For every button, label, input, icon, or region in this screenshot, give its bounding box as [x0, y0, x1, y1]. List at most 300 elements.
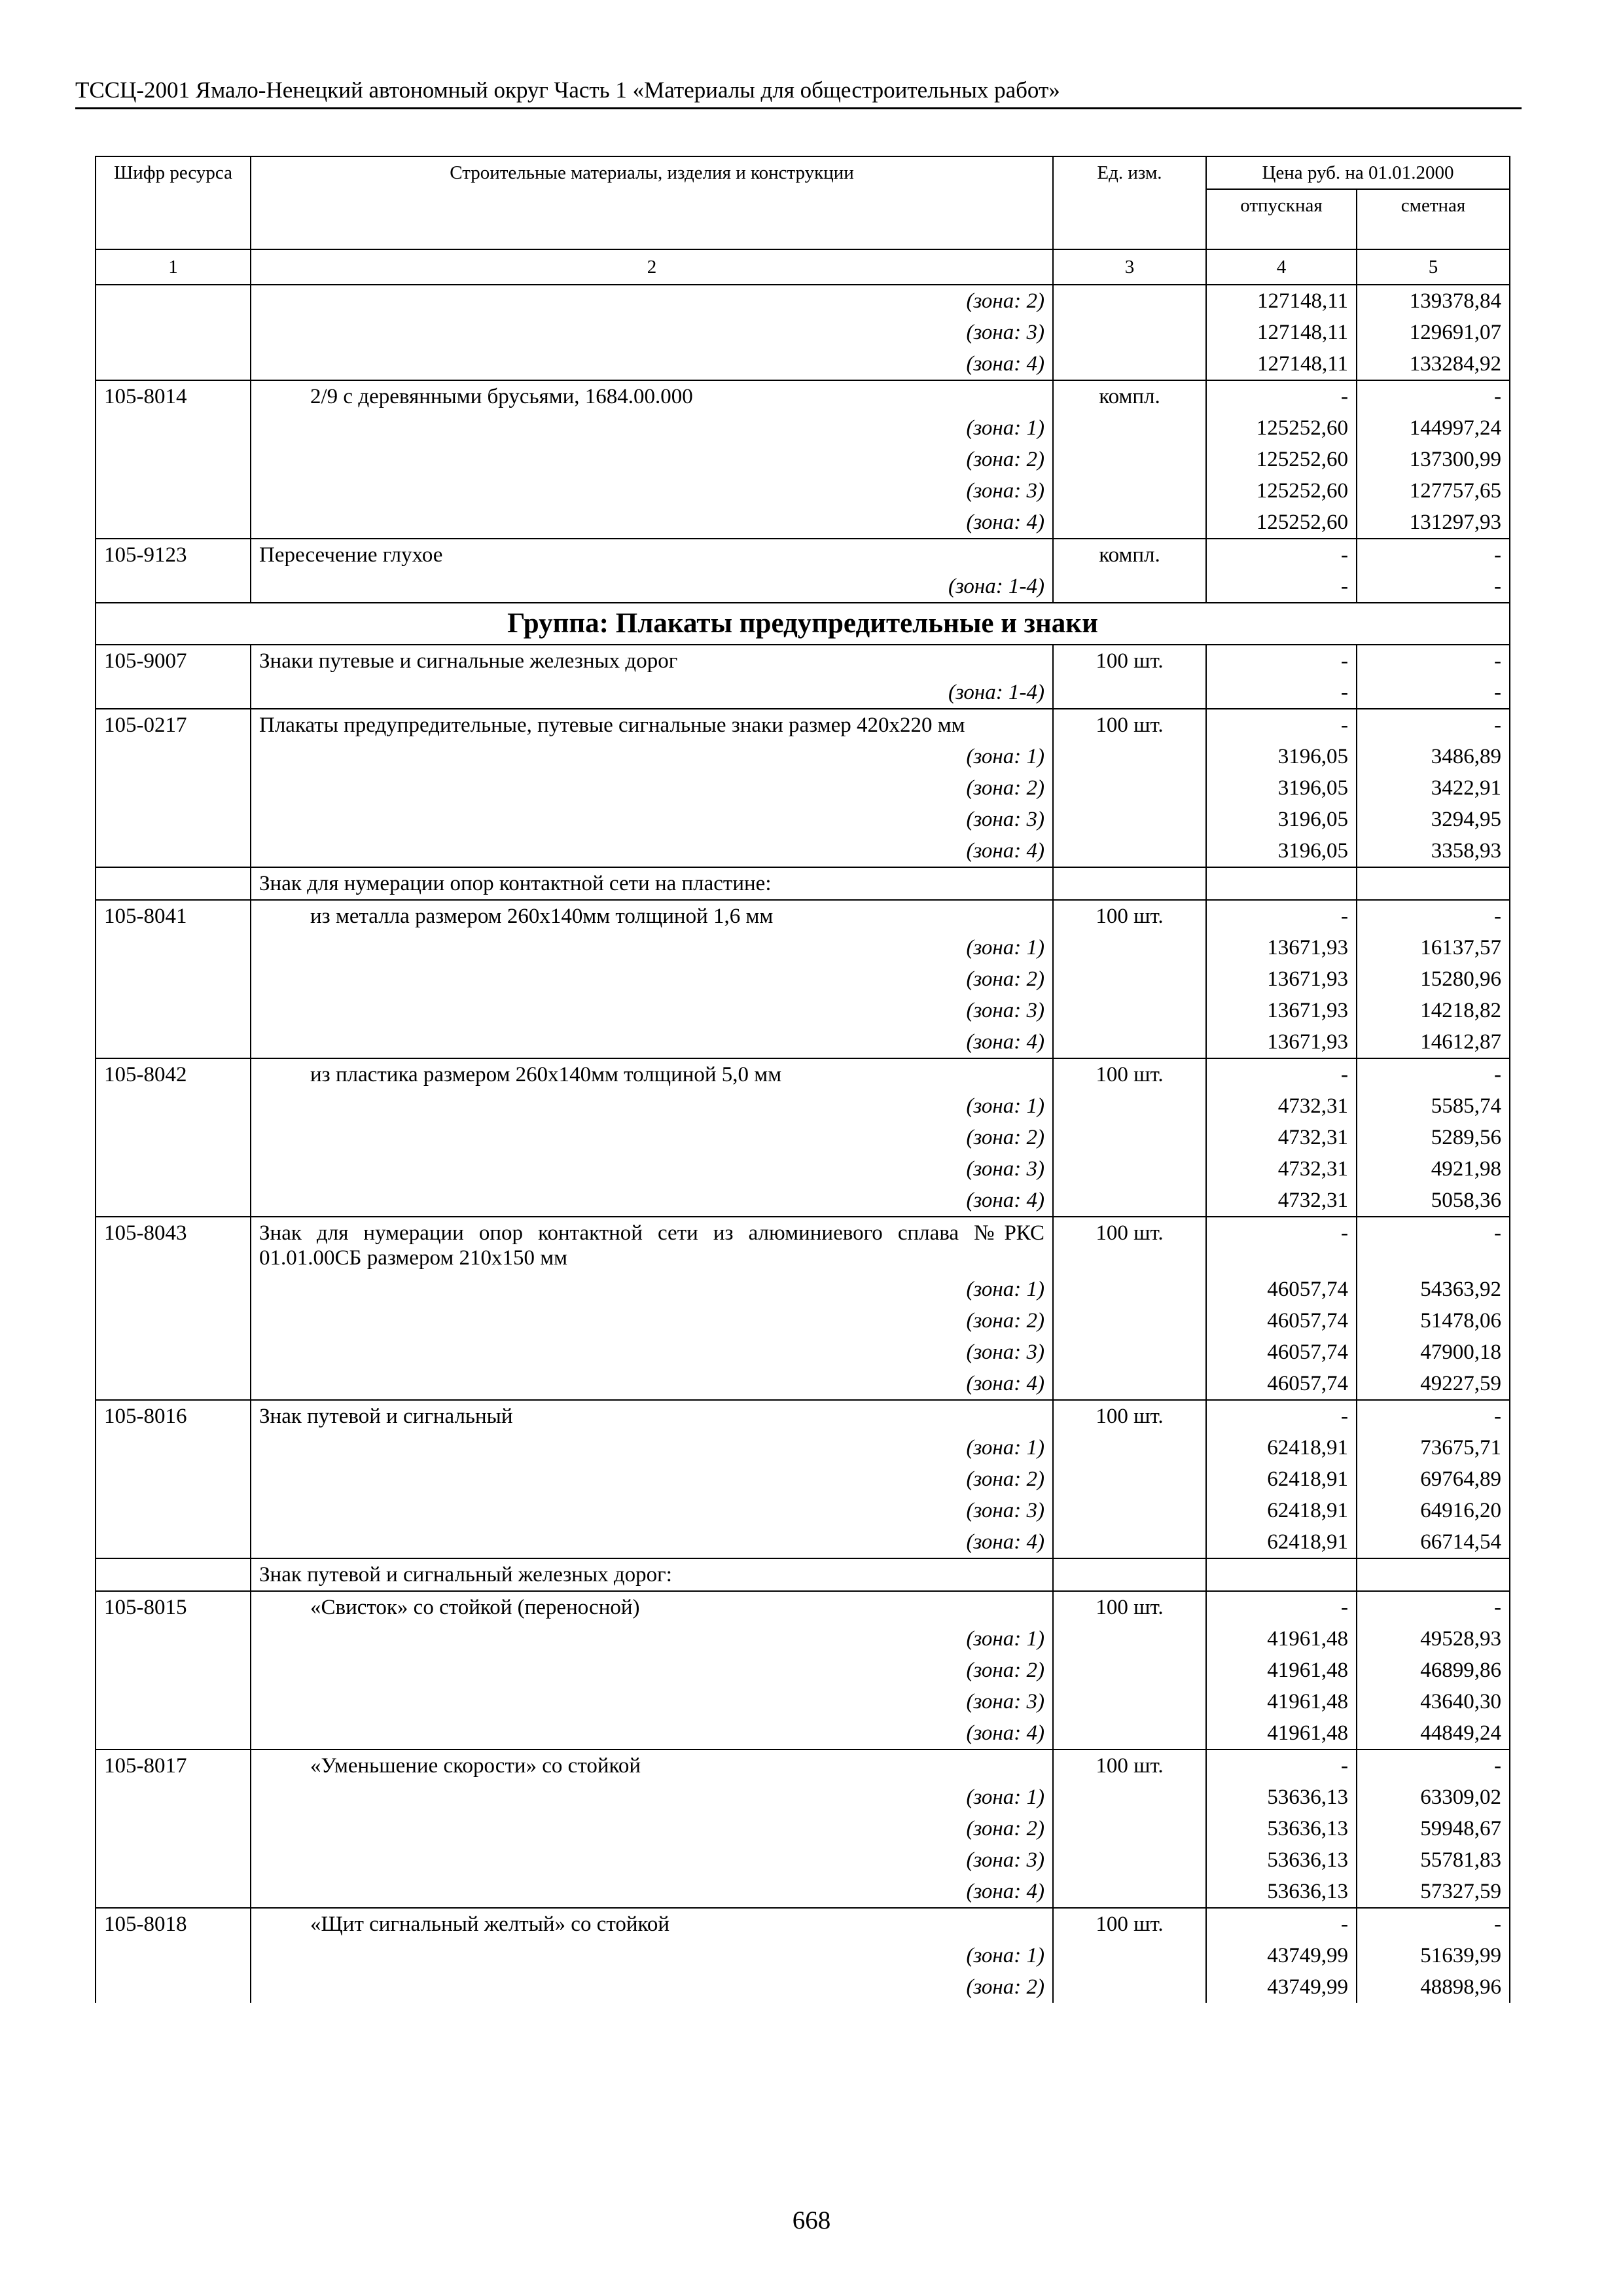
estimate-price: 15280,96: [1357, 963, 1510, 995]
unit-cell: [1053, 1558, 1206, 1591]
release-price: 3196,05: [1206, 741, 1357, 772]
zone-row: [96, 1185, 1510, 1217]
release-price: 13671,93: [1206, 932, 1357, 963]
release-price: 4732,31: [1206, 1122, 1357, 1153]
unit-cell: [1053, 571, 1206, 603]
zone-label: (зона: 1): [251, 1274, 1053, 1305]
zone-row: [96, 1686, 1510, 1717]
material-name: Плакаты предупредительные, путевые сигнальные знаки размер 420х220 мм: [251, 709, 1053, 741]
estimate-price: [1357, 1558, 1510, 1591]
release-price: -: [1206, 1217, 1357, 1274]
zone-row: [96, 1026, 1510, 1058]
estimate-price: 5585,74: [1357, 1090, 1510, 1122]
resource-code: 105-9123: [96, 539, 251, 571]
zone-row: [96, 571, 1510, 603]
unit-cell: 100 шт.: [1053, 709, 1206, 741]
zone-row: [96, 348, 1510, 380]
resource-code: [96, 1368, 251, 1400]
resource-code: [96, 772, 251, 804]
estimate-price: -: [1357, 571, 1510, 603]
release-price: 62418,91: [1206, 1432, 1357, 1463]
resource-code: [96, 1940, 251, 1971]
zone-label: (зона: 3): [251, 1686, 1053, 1717]
unit-cell: 100 шт.: [1053, 1591, 1206, 1623]
zone-row: [96, 1090, 1510, 1122]
item-row: [96, 645, 1510, 677]
unit-cell: [1053, 995, 1206, 1026]
zone-row: [96, 1153, 1510, 1185]
subhead-row: [96, 867, 1510, 900]
col-price-group-header: Цена руб. на 01.01.2000: [1206, 156, 1510, 189]
estimate-price: -: [1357, 1591, 1510, 1623]
estimate-price: 43640,30: [1357, 1686, 1510, 1717]
zone-row: [96, 677, 1510, 709]
col-number: 4: [1206, 249, 1357, 285]
unit-cell: [1053, 804, 1206, 835]
zone-row: [96, 412, 1510, 444]
resource-code: [96, 932, 251, 963]
release-price: -: [1206, 380, 1357, 412]
zone-row: [96, 932, 1510, 963]
estimate-price: 3486,89: [1357, 741, 1510, 772]
release-price: -: [1206, 1591, 1357, 1623]
estimate-price: 14612,87: [1357, 1026, 1510, 1058]
release-price: 4732,31: [1206, 1090, 1357, 1122]
subhead-label: Знак путевой и сигнальный железных дорог:: [251, 1558, 1053, 1591]
release-price: 41961,48: [1206, 1623, 1357, 1655]
zone-label: (зона: 1): [251, 741, 1053, 772]
zone-label: (зона: 4): [251, 1526, 1053, 1558]
zone-label: (зона: 3): [251, 317, 1053, 348]
col-code-header: Шифр ресурса: [96, 156, 251, 249]
unit-cell: [1053, 1122, 1206, 1153]
release-price: -: [1206, 1908, 1357, 1940]
estimate-price: 133284,92: [1357, 348, 1510, 380]
estimate-price: 54363,92: [1357, 1274, 1510, 1305]
resource-code: [96, 1876, 251, 1908]
estimate-price: 44849,24: [1357, 1717, 1510, 1749]
material-name: из пластика размером 260х140мм толщиной 5,0 мм: [251, 1058, 1053, 1090]
unit-cell: [1053, 1940, 1206, 1971]
unit-cell: [1053, 1305, 1206, 1336]
release-price: 62418,91: [1206, 1463, 1357, 1495]
resource-code: [96, 995, 251, 1026]
zone-label: (зона: 4): [251, 835, 1053, 867]
zone-label: (зона: 2): [251, 1655, 1053, 1686]
resource-code: [96, 1717, 251, 1749]
unit-cell: [1053, 1971, 1206, 2003]
resource-code: [96, 317, 251, 348]
unit-cell: [1053, 348, 1206, 380]
zone-row: [96, 1717, 1510, 1749]
estimate-price: 55781,83: [1357, 1844, 1510, 1876]
unit-cell: 100 шт.: [1053, 1400, 1206, 1432]
zone-label: (зона: 1-4): [251, 677, 1053, 709]
zone-row: [96, 1876, 1510, 1908]
resource-code: 105-8017: [96, 1749, 251, 1782]
unit-cell: [1053, 1686, 1206, 1717]
zone-row: [96, 285, 1510, 317]
item-row: [96, 1400, 1510, 1432]
zone-row: [96, 317, 1510, 348]
material-name: «Свисток» со стойкой (переносной): [251, 1591, 1053, 1623]
unit-cell: [1053, 741, 1206, 772]
resource-code: 105-8014: [96, 380, 251, 412]
zone-row: [96, 1463, 1510, 1495]
subhead-row: [96, 1558, 1510, 1591]
release-price: 13671,93: [1206, 1026, 1357, 1058]
unit-cell: [1053, 1876, 1206, 1908]
zone-row: [96, 963, 1510, 995]
zone-label: (зона: 3): [251, 1844, 1053, 1876]
item-row: [96, 1217, 1510, 1274]
estimate-price: 46899,86: [1357, 1655, 1510, 1686]
estimate-price: 5289,56: [1357, 1122, 1510, 1153]
resource-code: [96, 1185, 251, 1217]
table-header: [96, 156, 1510, 285]
estimate-price: 3422,91: [1357, 772, 1510, 804]
item-row: [96, 380, 1510, 412]
release-price: 62418,91: [1206, 1495, 1357, 1526]
estimate-price: 69764,89: [1357, 1463, 1510, 1495]
unit-cell: [1053, 1782, 1206, 1813]
resource-code: [96, 1558, 251, 1591]
release-price: -: [1206, 709, 1357, 741]
zone-label: (зона: 3): [251, 804, 1053, 835]
resource-code: [96, 285, 251, 317]
unit-cell: [1053, 1844, 1206, 1876]
unit-cell: [1053, 317, 1206, 348]
release-price: 13671,93: [1206, 963, 1357, 995]
page-header: ТССЦ-2001 Ямало-Ненецкий автономный округ Часть 1 «Материалы для общестроительных работ»: [75, 73, 1522, 109]
unit-cell: [1053, 285, 1206, 317]
unit-cell: [1053, 932, 1206, 963]
resource-code: [96, 1274, 251, 1305]
resource-code: [96, 804, 251, 835]
release-price: -: [1206, 1058, 1357, 1090]
material-name: Знак путевой и сигнальный: [251, 1400, 1053, 1432]
release-price: 41961,48: [1206, 1717, 1357, 1749]
zone-label: (зона: 4): [251, 1717, 1053, 1749]
resource-code: [96, 1122, 251, 1153]
group-row: [96, 603, 1510, 645]
resource-code: [96, 1026, 251, 1058]
resource-code: [96, 1090, 251, 1122]
resource-code: 105-0217: [96, 709, 251, 741]
item-row: [96, 900, 1510, 932]
col-number: 5: [1357, 249, 1510, 285]
resource-code: [96, 1971, 251, 2003]
zone-label: (зона: 2): [251, 285, 1053, 317]
resource-code: [96, 835, 251, 867]
estimate-price: -: [1357, 1908, 1510, 1940]
unit-cell: 100 шт.: [1053, 900, 1206, 932]
zone-label: (зона: 1): [251, 1782, 1053, 1813]
zone-row: [96, 804, 1510, 835]
zone-label: (зона: 3): [251, 1495, 1053, 1526]
release-price: 125252,60: [1206, 475, 1357, 507]
resource-code: [96, 571, 251, 603]
release-price: -: [1206, 645, 1357, 677]
unit-cell: [1053, 1336, 1206, 1368]
zone-label: (зона: 1): [251, 1940, 1053, 1971]
release-price: -: [1206, 677, 1357, 709]
zone-row: [96, 741, 1510, 772]
resource-code: [96, 348, 251, 380]
estimate-price: 73675,71: [1357, 1432, 1510, 1463]
unit-cell: [1053, 1153, 1206, 1185]
unit-cell: [1053, 867, 1206, 900]
unit-cell: [1053, 1185, 1206, 1217]
release-price: 13671,93: [1206, 995, 1357, 1026]
resource-code: [96, 1782, 251, 1813]
estimate-price: 49227,59: [1357, 1368, 1510, 1400]
estimate-price: 14218,82: [1357, 995, 1510, 1026]
release-price: 53636,13: [1206, 1844, 1357, 1876]
zone-label: (зона: 2): [251, 1813, 1053, 1844]
subhead-label: Знак для нумерации опор контактной сети на пластине:: [251, 867, 1053, 900]
resource-code: [96, 412, 251, 444]
estimate-price: 48898,96: [1357, 1971, 1510, 2003]
unit-cell: [1053, 835, 1206, 867]
zone-label: (зона: 4): [251, 1185, 1053, 1217]
zone-label: (зона: 2): [251, 772, 1053, 804]
col-release-header: отпускная: [1206, 189, 1357, 249]
table-body: [96, 285, 1510, 2003]
material-name: 2/9 с деревянными брусьями, 1684.00.000: [251, 380, 1053, 412]
unit-cell: 100 шт.: [1053, 645, 1206, 677]
unit-cell: [1053, 1526, 1206, 1558]
release-price: 3196,05: [1206, 804, 1357, 835]
release-price: 43749,99: [1206, 1940, 1357, 1971]
unit-cell: 100 шт.: [1053, 1749, 1206, 1782]
zone-row: [96, 1623, 1510, 1655]
release-price: 53636,13: [1206, 1876, 1357, 1908]
release-price: 46057,74: [1206, 1274, 1357, 1305]
release-price: -: [1206, 1400, 1357, 1432]
estimate-price: 5058,36: [1357, 1185, 1510, 1217]
release-price: 53636,13: [1206, 1813, 1357, 1844]
material-name: Знак для нумерации опор контактной сети из алюминиевого сплава №РКС 01.01.00СБ размером 210х150 мм: [251, 1217, 1053, 1274]
estimate-price: 49528,93: [1357, 1623, 1510, 1655]
col-name-header: Строительные материалы, изделия и конструкции: [251, 156, 1053, 249]
zone-row: [96, 835, 1510, 867]
estimate-price: 59948,67: [1357, 1813, 1510, 1844]
unit-cell: [1053, 412, 1206, 444]
release-price: 4732,31: [1206, 1185, 1357, 1217]
zone-row: [96, 1336, 1510, 1368]
unit-cell: компл.: [1053, 539, 1206, 571]
zone-row: [96, 1122, 1510, 1153]
resource-code: [96, 1526, 251, 1558]
material-name: из металла размером 260х140мм толщиной 1,6 мм: [251, 900, 1053, 932]
estimate-price: 51639,99: [1357, 1940, 1510, 1971]
zone-row: [96, 1495, 1510, 1526]
zone-label: (зона: 1-4): [251, 571, 1053, 603]
estimate-price: -: [1357, 1217, 1510, 1274]
zone-label: (зона: 2): [251, 444, 1053, 475]
zone-label: (зона: 3): [251, 475, 1053, 507]
estimate-price: 3358,93: [1357, 835, 1510, 867]
zone-label: (зона: 1): [251, 1623, 1053, 1655]
estimate-price: -: [1357, 1749, 1510, 1782]
resource-code: 105-8016: [96, 1400, 251, 1432]
resource-code: [96, 1623, 251, 1655]
release-price: 46057,74: [1206, 1368, 1357, 1400]
item-row: [96, 1749, 1510, 1782]
zone-label: (зона: 1): [251, 932, 1053, 963]
release-price: 125252,60: [1206, 507, 1357, 539]
resource-code: [96, 1686, 251, 1717]
item-row: [96, 539, 1510, 571]
estimate-price: 127757,65: [1357, 475, 1510, 507]
estimate-price: 57327,59: [1357, 1876, 1510, 1908]
zone-row: [96, 1368, 1510, 1400]
release-price: 41961,48: [1206, 1655, 1357, 1686]
estimate-price: 3294,95: [1357, 804, 1510, 835]
page-number: 668: [792, 2206, 831, 2234]
estimate-price: -: [1357, 645, 1510, 677]
release-price: 53636,13: [1206, 1782, 1357, 1813]
estimate-price: 4921,98: [1357, 1153, 1510, 1185]
item-row: [96, 1058, 1510, 1090]
zone-label: (зона: 2): [251, 1463, 1053, 1495]
estimate-price: 131297,93: [1357, 507, 1510, 539]
material-name: Знаки путевые и сигнальные железных дорог: [251, 645, 1053, 677]
estimate-price: 66714,54: [1357, 1526, 1510, 1558]
unit-cell: 100 шт.: [1053, 1908, 1206, 1940]
zone-row: [96, 1432, 1510, 1463]
material-name: Пересечение глухое: [251, 539, 1053, 571]
unit-cell: [1053, 475, 1206, 507]
unit-cell: [1053, 772, 1206, 804]
unit-cell: [1053, 1495, 1206, 1526]
estimate-price: 16137,57: [1357, 932, 1510, 963]
unit-cell: [1053, 444, 1206, 475]
release-price: 125252,60: [1206, 412, 1357, 444]
col-estimate-header: сметная: [1357, 189, 1510, 249]
estimate-price: 63309,02: [1357, 1782, 1510, 1813]
resource-code: 105-8015: [96, 1591, 251, 1623]
unit-cell: [1053, 1717, 1206, 1749]
zone-label: (зона: 4): [251, 348, 1053, 380]
zone-row: [96, 1782, 1510, 1813]
unit-cell: [1053, 1655, 1206, 1686]
unit-cell: [1053, 1368, 1206, 1400]
release-price: 46057,74: [1206, 1305, 1357, 1336]
release-price: 127148,11: [1206, 348, 1357, 380]
release-price: 127148,11: [1206, 285, 1357, 317]
resource-code: 105-8043: [96, 1217, 251, 1274]
estimate-price: -: [1357, 677, 1510, 709]
release-price: -: [1206, 1749, 1357, 1782]
estimate-price: 144997,24: [1357, 412, 1510, 444]
unit-cell: [1053, 1432, 1206, 1463]
material-name: «Уменьшение скорости» со стойкой: [251, 1749, 1053, 1782]
zone-label: (зона: 3): [251, 1153, 1053, 1185]
resource-code: [96, 444, 251, 475]
resource-code: [96, 1655, 251, 1686]
zone-row: [96, 1971, 1510, 2003]
unit-cell: [1053, 1813, 1206, 1844]
release-price: -: [1206, 900, 1357, 932]
group-title: Группа: Плакаты предупредительные и знаки: [96, 603, 1510, 645]
zone-label: (зона: 3): [251, 1336, 1053, 1368]
zone-row: [96, 1274, 1510, 1305]
zone-label: (зона: 4): [251, 1876, 1053, 1908]
release-price: 62418,91: [1206, 1526, 1357, 1558]
zone-label: (зона: 3): [251, 995, 1053, 1026]
zone-label: (зона: 2): [251, 1122, 1053, 1153]
zone-row: [96, 475, 1510, 507]
release-price: 3196,05: [1206, 835, 1357, 867]
price-table: [95, 156, 1510, 2003]
estimate-price: -: [1357, 709, 1510, 741]
item-row: [96, 709, 1510, 741]
unit-cell: [1053, 1463, 1206, 1495]
resource-code: 105-8018: [96, 1908, 251, 1940]
unit-cell: [1053, 677, 1206, 709]
estimate-price: 139378,84: [1357, 285, 1510, 317]
resource-code: [96, 475, 251, 507]
resource-code: [96, 867, 251, 900]
zone-label: (зона: 4): [251, 1368, 1053, 1400]
release-price: 125252,60: [1206, 444, 1357, 475]
zone-label: (зона: 2): [251, 963, 1053, 995]
zone-row: [96, 444, 1510, 475]
zone-row: [96, 995, 1510, 1026]
estimate-price: 47900,18: [1357, 1336, 1510, 1368]
zone-label: (зона: 2): [251, 1971, 1053, 2003]
release-price: [1206, 867, 1357, 900]
release-price: 46057,74: [1206, 1336, 1357, 1368]
zone-label: (зона: 1): [251, 1090, 1053, 1122]
unit-cell: [1053, 963, 1206, 995]
estimate-price: 137300,99: [1357, 444, 1510, 475]
unit-cell: [1053, 1274, 1206, 1305]
unit-cell: 100 шт.: [1053, 1058, 1206, 1090]
resource-code: [96, 1813, 251, 1844]
resource-code: [96, 1432, 251, 1463]
zone-row: [96, 1813, 1510, 1844]
col-number: 2: [251, 249, 1053, 285]
zone-row: [96, 1844, 1510, 1876]
resource-code: 105-9007: [96, 645, 251, 677]
zone-label: (зона: 4): [251, 1026, 1053, 1058]
unit-cell: [1053, 1090, 1206, 1122]
resource-code: [96, 1844, 251, 1876]
item-row: [96, 1908, 1510, 1940]
zone-row: [96, 1940, 1510, 1971]
release-price: 43749,99: [1206, 1971, 1357, 2003]
resource-code: [96, 1305, 251, 1336]
unit-cell: [1053, 507, 1206, 539]
col-unit-header: Ед. изм.: [1053, 156, 1206, 249]
resource-code: [96, 1495, 251, 1526]
resource-code: [96, 1153, 251, 1185]
zone-row: [96, 507, 1510, 539]
release-price: 4732,31: [1206, 1153, 1357, 1185]
zone-row: [96, 1655, 1510, 1686]
item-row: [96, 1591, 1510, 1623]
release-price: 41961,48: [1206, 1686, 1357, 1717]
release-price: 3196,05: [1206, 772, 1357, 804]
unit-cell: [1053, 1623, 1206, 1655]
resource-code: [96, 1336, 251, 1368]
release-price: -: [1206, 571, 1357, 603]
zone-row: [96, 772, 1510, 804]
resource-code: 105-8042: [96, 1058, 251, 1090]
